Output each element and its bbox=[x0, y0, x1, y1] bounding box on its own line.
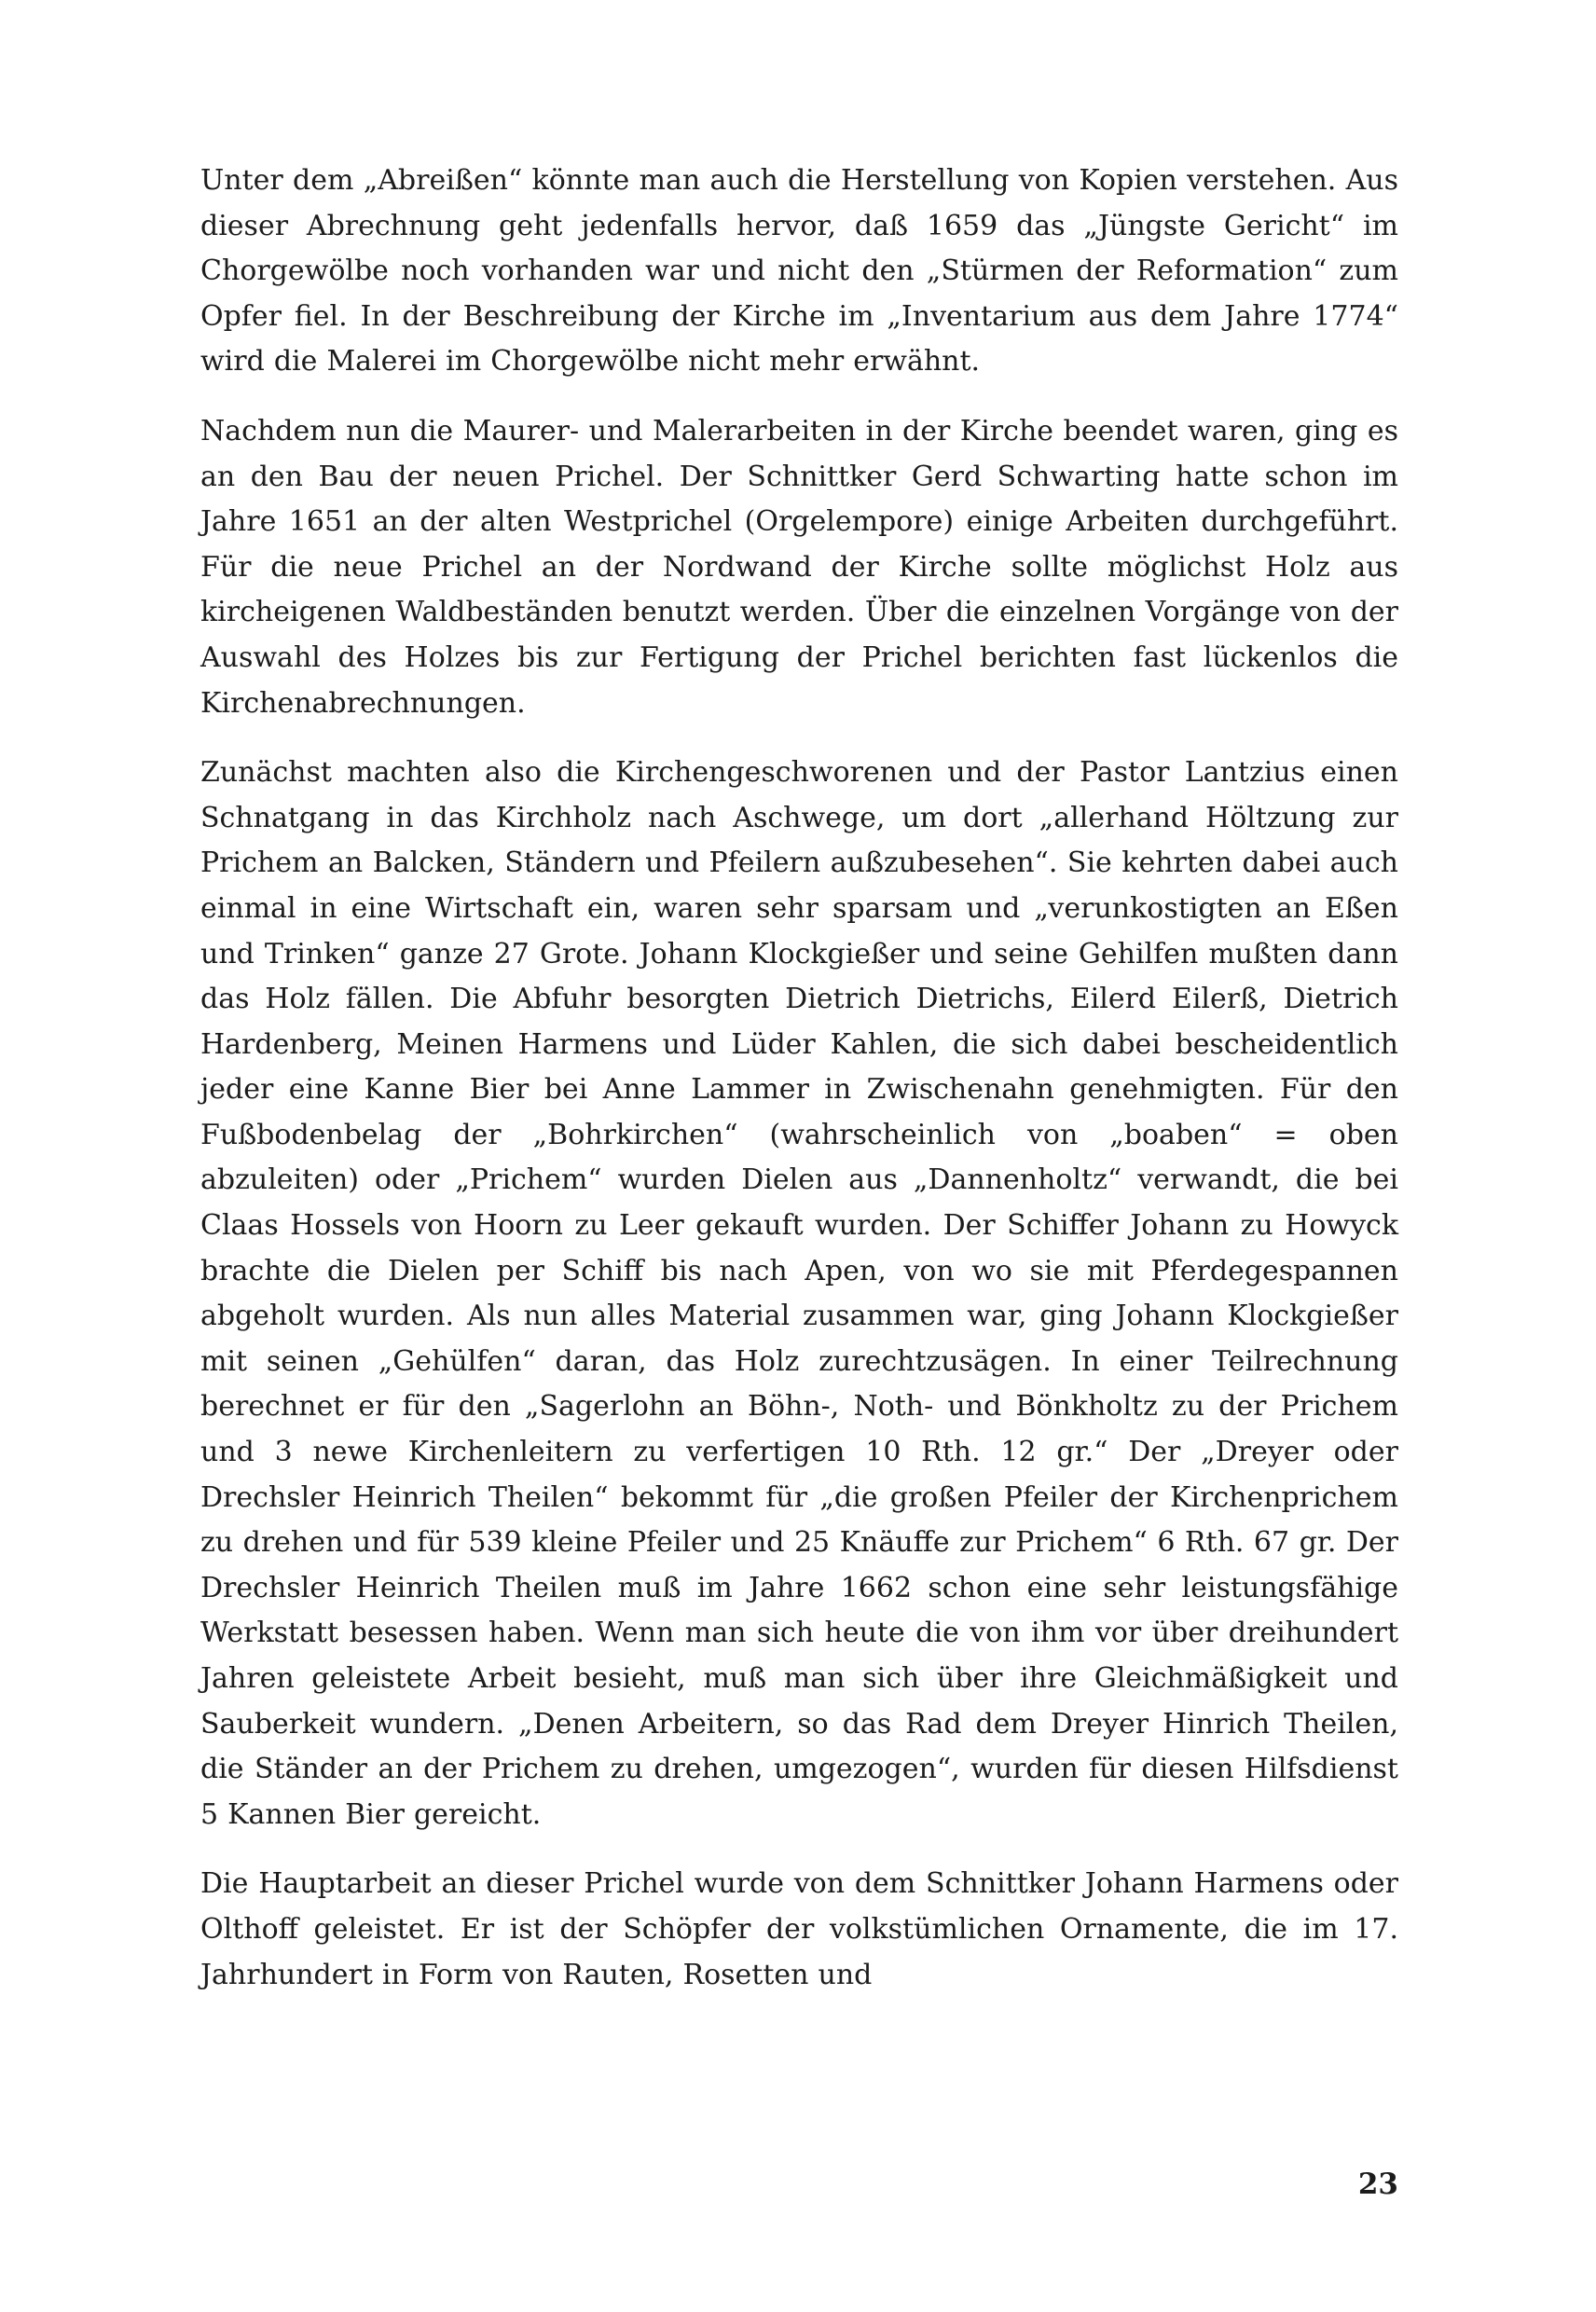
paragraph-4: Die Hauptarbeit an dieser Prichel wurde von dem Schnittker Johann Harmens oder Olthoff geleistet. Er ist der Schöpfer der volkstümlichen Ornamente, die im 17. Jahrhundert in Form von Rauten, Rosetten und bbox=[200, 1867, 1398, 1991]
paragraph-3: Zunächst machten also die Kirchengeschworenen und der Pastor Lantzius einen Schnatgang in das Kirchholz nach Aschwege, um dort „allerhand Höltzung zur Prichem an Balcken, Ständern und Pfeilern außzubesehen“. Sie kehrten dabei auch einmal in eine Wirtschaft ein, waren sehr sparsam und „verunkostigten an Eßen und Trinken“ ganze 27 Grote. Johann Klockgießer und seine Gehilfen mußten dann das Holz fällen. Die Abfuhr besorgten Dietrich Dietrichs, Eilerd Eilerß, Dietrich Hardenberg, Meinen Harmens und Lüder Kahlen, die sich dabei bescheidentlich jeder eine Kanne Bier bei Anne Lammer in Zwischenahn genehmigten. Für den Fußbodenbelag der „Bohrkirchen“ (wahrscheinlich von „boaben“ = oben abzuleiten) oder „Prichem“ wurden Dielen aus „Dannenholtz“ verwandt, die bei Claas Hossels von Hoorn zu Leer gekauft wurden. Der Schiffer Johann zu Howyck brachte die Dielen per Schiff bis nach Apen, von wo sie mit Pferdegespannen abgeholt wurden. Als nun alles Material zusammen war, ging Johann Klockgießer mit seinen „Gehülfen“ daran, das Holz zurechtzusägen. In einer Teilrechnung berechnet er für den „Sagerlohn an Böhn-, Noth- und Bönkholtz zu der Prichem und 3 newe Kirchenleitern zu verfertigen 10 Rth. 12 gr.“ Der „Dreyer oder Drechsler Heinrich Theilen“ bekommt für „die großen Pfeiler der Kirchenprichem zu drehen und für 539 kleine Pfeiler und 25 Knäuffe zur Prichem“ 6 Rth. 67 gr. Der Drechsler Heinrich Theilen muß im Jahre 1662 schon eine sehr leistungsfähige Werkstatt besessen haben. Wenn man sich heute die von ihm vor über dreihundert Jahren geleistete Arbeit besieht, muß man sich über ihre Gleichmäßigkeit und Sauberkeit wundern. „Denen Arbeitern, so das Rad dem Dreyer Hinrich Theilen, die Ständer an der Prichem zu drehen, umgezogen“, wurden für diesen Hilfsdienst 5 Kannen Bier gereicht. bbox=[200, 756, 1398, 1831]
paragraph-1: Unter dem „Abreißen“ könnte man auch die Herstellung von Kopien verstehen. Aus dieser Abrechnung geht jedenfalls hervor, daß 1659 das „Jüngste Gericht“ im Chorgewölbe noch vorhanden war und nicht den „Stürmen der Reformation“ zum Opfer fiel. In der Beschreibung der Kirche im „Inventarium aus dem Jahre 1774“ wird die Malerei im Chorgewölbe nicht mehr erwähnt. bbox=[200, 164, 1398, 378]
page-number: 23 bbox=[1357, 2168, 1398, 2201]
document-page bbox=[200, 158, 1398, 2265]
paragraph-2: Nachdem nun die Maurer- und Malerarbeiten in der Kirche beendet waren, ging es an den Bau der neuen Prichel. Der Schnittker Gerd Schwarting hatte schon im Jahre 1651 an der alten Westprichel (Orgelempore) einige Arbeiten durchgeführt. Für die neue Prichel an der Nordwand der Kirche sollte möglichst Holz aus kircheigenen Waldbeständen benutzt werden. Über die einzelnen Vorgänge von der Auswahl des Holzes bis zur Fertigung der Prichel berichten fast lückenlos die Kirchenabrechnungen. bbox=[200, 414, 1398, 720]
